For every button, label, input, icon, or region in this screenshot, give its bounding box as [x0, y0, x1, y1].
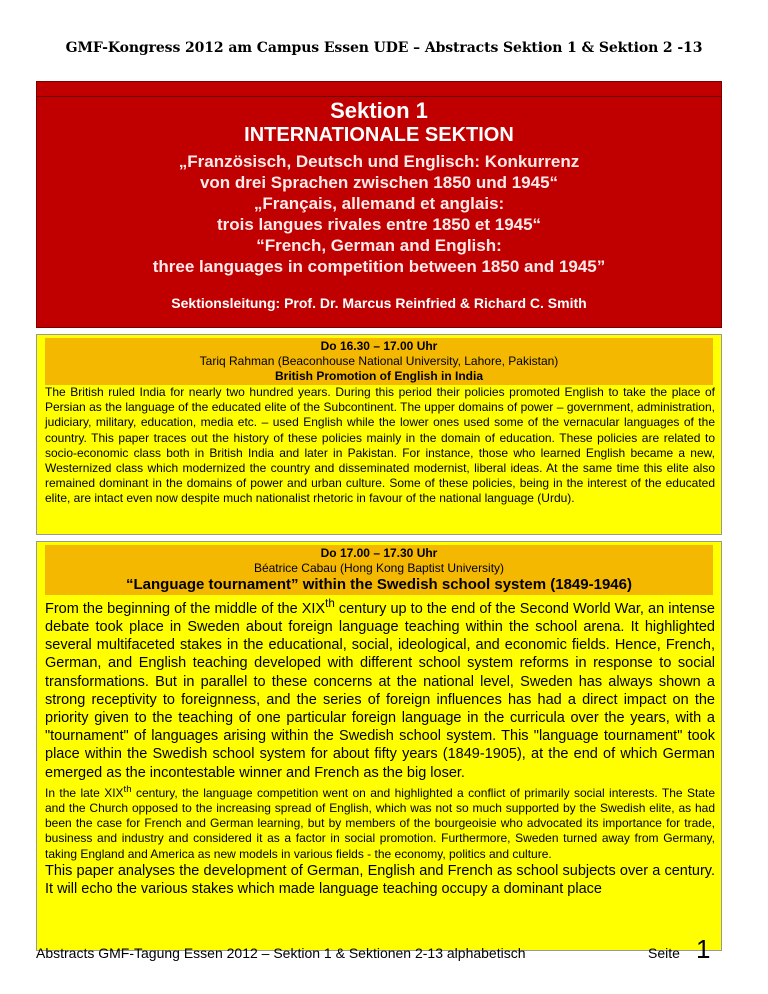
paragraph-text: century up to the end of the Second World War, an intense debate took place in Sweden about foreign language teaching within the school arena. It highlighted several multifaceted stakes in the educational, social, ideological, and economic fields. Hence, French, German, and English teaching developed with different school system reforms in response to social transformations. But in parallel to these concerns at the national level, Sweden has always shown a strong receptivity to foreignness, and the series of foreign influences has had a direct impact on the priority given to the teaching of one particular foreign language in the curricula over the years, with a "tournament" of languages arising within the Swedish school system. This "language tournament" took place within the Swedish school system for about fifty years (1849-1905), at the end of which German emerged as the incontestable winner and French as the big loser.: [45, 600, 715, 781]
page-header: GMF-Kongress 2012 am Campus Essen UDE – Abstracts Sektion 1 & Sektion 2 -13: [65, 40, 703, 56]
footer-text: Abstracts GMF-Tagung Essen 2012 – Sektion 1 & Sektionen 2-13 alphabetisch: [36, 945, 526, 961]
title-de-line-1: „Französisch, Deutsch und Englisch: Konkurrenz: [178, 152, 580, 171]
title-en-line-2: three languages in competition between 1850 and 1945”: [152, 257, 606, 276]
page-footer: [36, 935, 722, 965]
talk-author: Tariq Rahman (Beaconhouse National University, Lahore, Pakistan): [199, 354, 559, 368]
title-fr-line-1: „Français, allemand et anglais:: [253, 194, 505, 213]
title-en-line-1: “French, German and English:: [256, 236, 502, 255]
section-leader: Sektionsleitung: Prof. Dr. Marcus Reinfried & Richard C. Smith: [171, 295, 587, 311]
talk-time: Do 17.00 – 17.30 Uhr: [320, 546, 438, 560]
paragraph-text: In the late XIX: [45, 785, 124, 800]
superscript: th: [123, 783, 132, 795]
title-de-line-2: von drei Sprachen zwischen 1850 und 1945“: [199, 173, 559, 192]
talk-title: “Language tournament” within the Swedish school system (1849-1946): [126, 576, 632, 593]
banner-rule: [37, 96, 721, 97]
talk-heading-1: [45, 338, 713, 385]
talk-abstract: The British ruled India for nearly two hundred years. During this period their policies promoted English to take the place of Persian as the language of the educated elite of the Subcontinent. The upper domains of power – government, administration, judiciary, military, education, media etc. – used English while the lower ones used some of the vernacular languages of the country. This paper traces out the history of these policies mainly in the domain of education. These policies are related to socio-economic class both in British India and later in Pakistan. For instance, those who learned English became a new, Westernized class which modernized the country and disseminated modernist, liberal ideas. At the same time this elite also remained dominant in the domains of power and urban culture. Some of these policies, being in the interest of the educated elite, are intact even now despite much nationalist rhetoric in favour of the national language (Urdu).: [45, 385, 715, 506]
talk-title: British Promotion of English in India: [275, 369, 483, 383]
title-fr-line-2: trois langues rivales entre 1850 et 1945“: [216, 215, 542, 234]
section-banner: [36, 81, 722, 328]
superscript: th: [325, 597, 335, 610]
footer-seite-label: Seite: [648, 945, 680, 961]
abstract-paragraph-1: [45, 595, 715, 782]
abstract-paragraph-2: [45, 782, 715, 862]
paragraph-text: From the beginning of the middle of the XIX: [45, 600, 326, 617]
talk-heading-2: [45, 545, 713, 595]
section-title: Sektion 1: [330, 98, 428, 123]
talk-block-2: [36, 541, 722, 951]
abstract-paragraph-3: This paper analyses the development of German, English and French as school subjects over a century. It will echo the various stakes which made language teaching occupy a dominant place: [45, 862, 715, 898]
paragraph-text: century, the language competition went on and highlighted a conflict of primarily social interests. The State and the Church opposed to the increasing spread of English, which was not so much supported by the Swedish elite, as had been the case for French and German learning, but by members of the bourgeoisie who advocated its importance for trade, business and industry and considered it as a factor in social promotion. Furthermore, Sweden turned away from Germany, taking England and America as new models in various fields - the economy, politics and culture.: [45, 785, 715, 861]
section-subtitle: INTERNATIONALE SEKTION: [244, 124, 514, 146]
page-number: 1: [696, 934, 711, 964]
talk-block-1: [36, 334, 722, 535]
talk-time: Do 16.30 – 17.00 Uhr: [320, 339, 438, 353]
talk-author: Béatrice Cabau (Hong Kong Baptist University): [253, 561, 505, 575]
section-theme-titles: [37, 151, 721, 277]
